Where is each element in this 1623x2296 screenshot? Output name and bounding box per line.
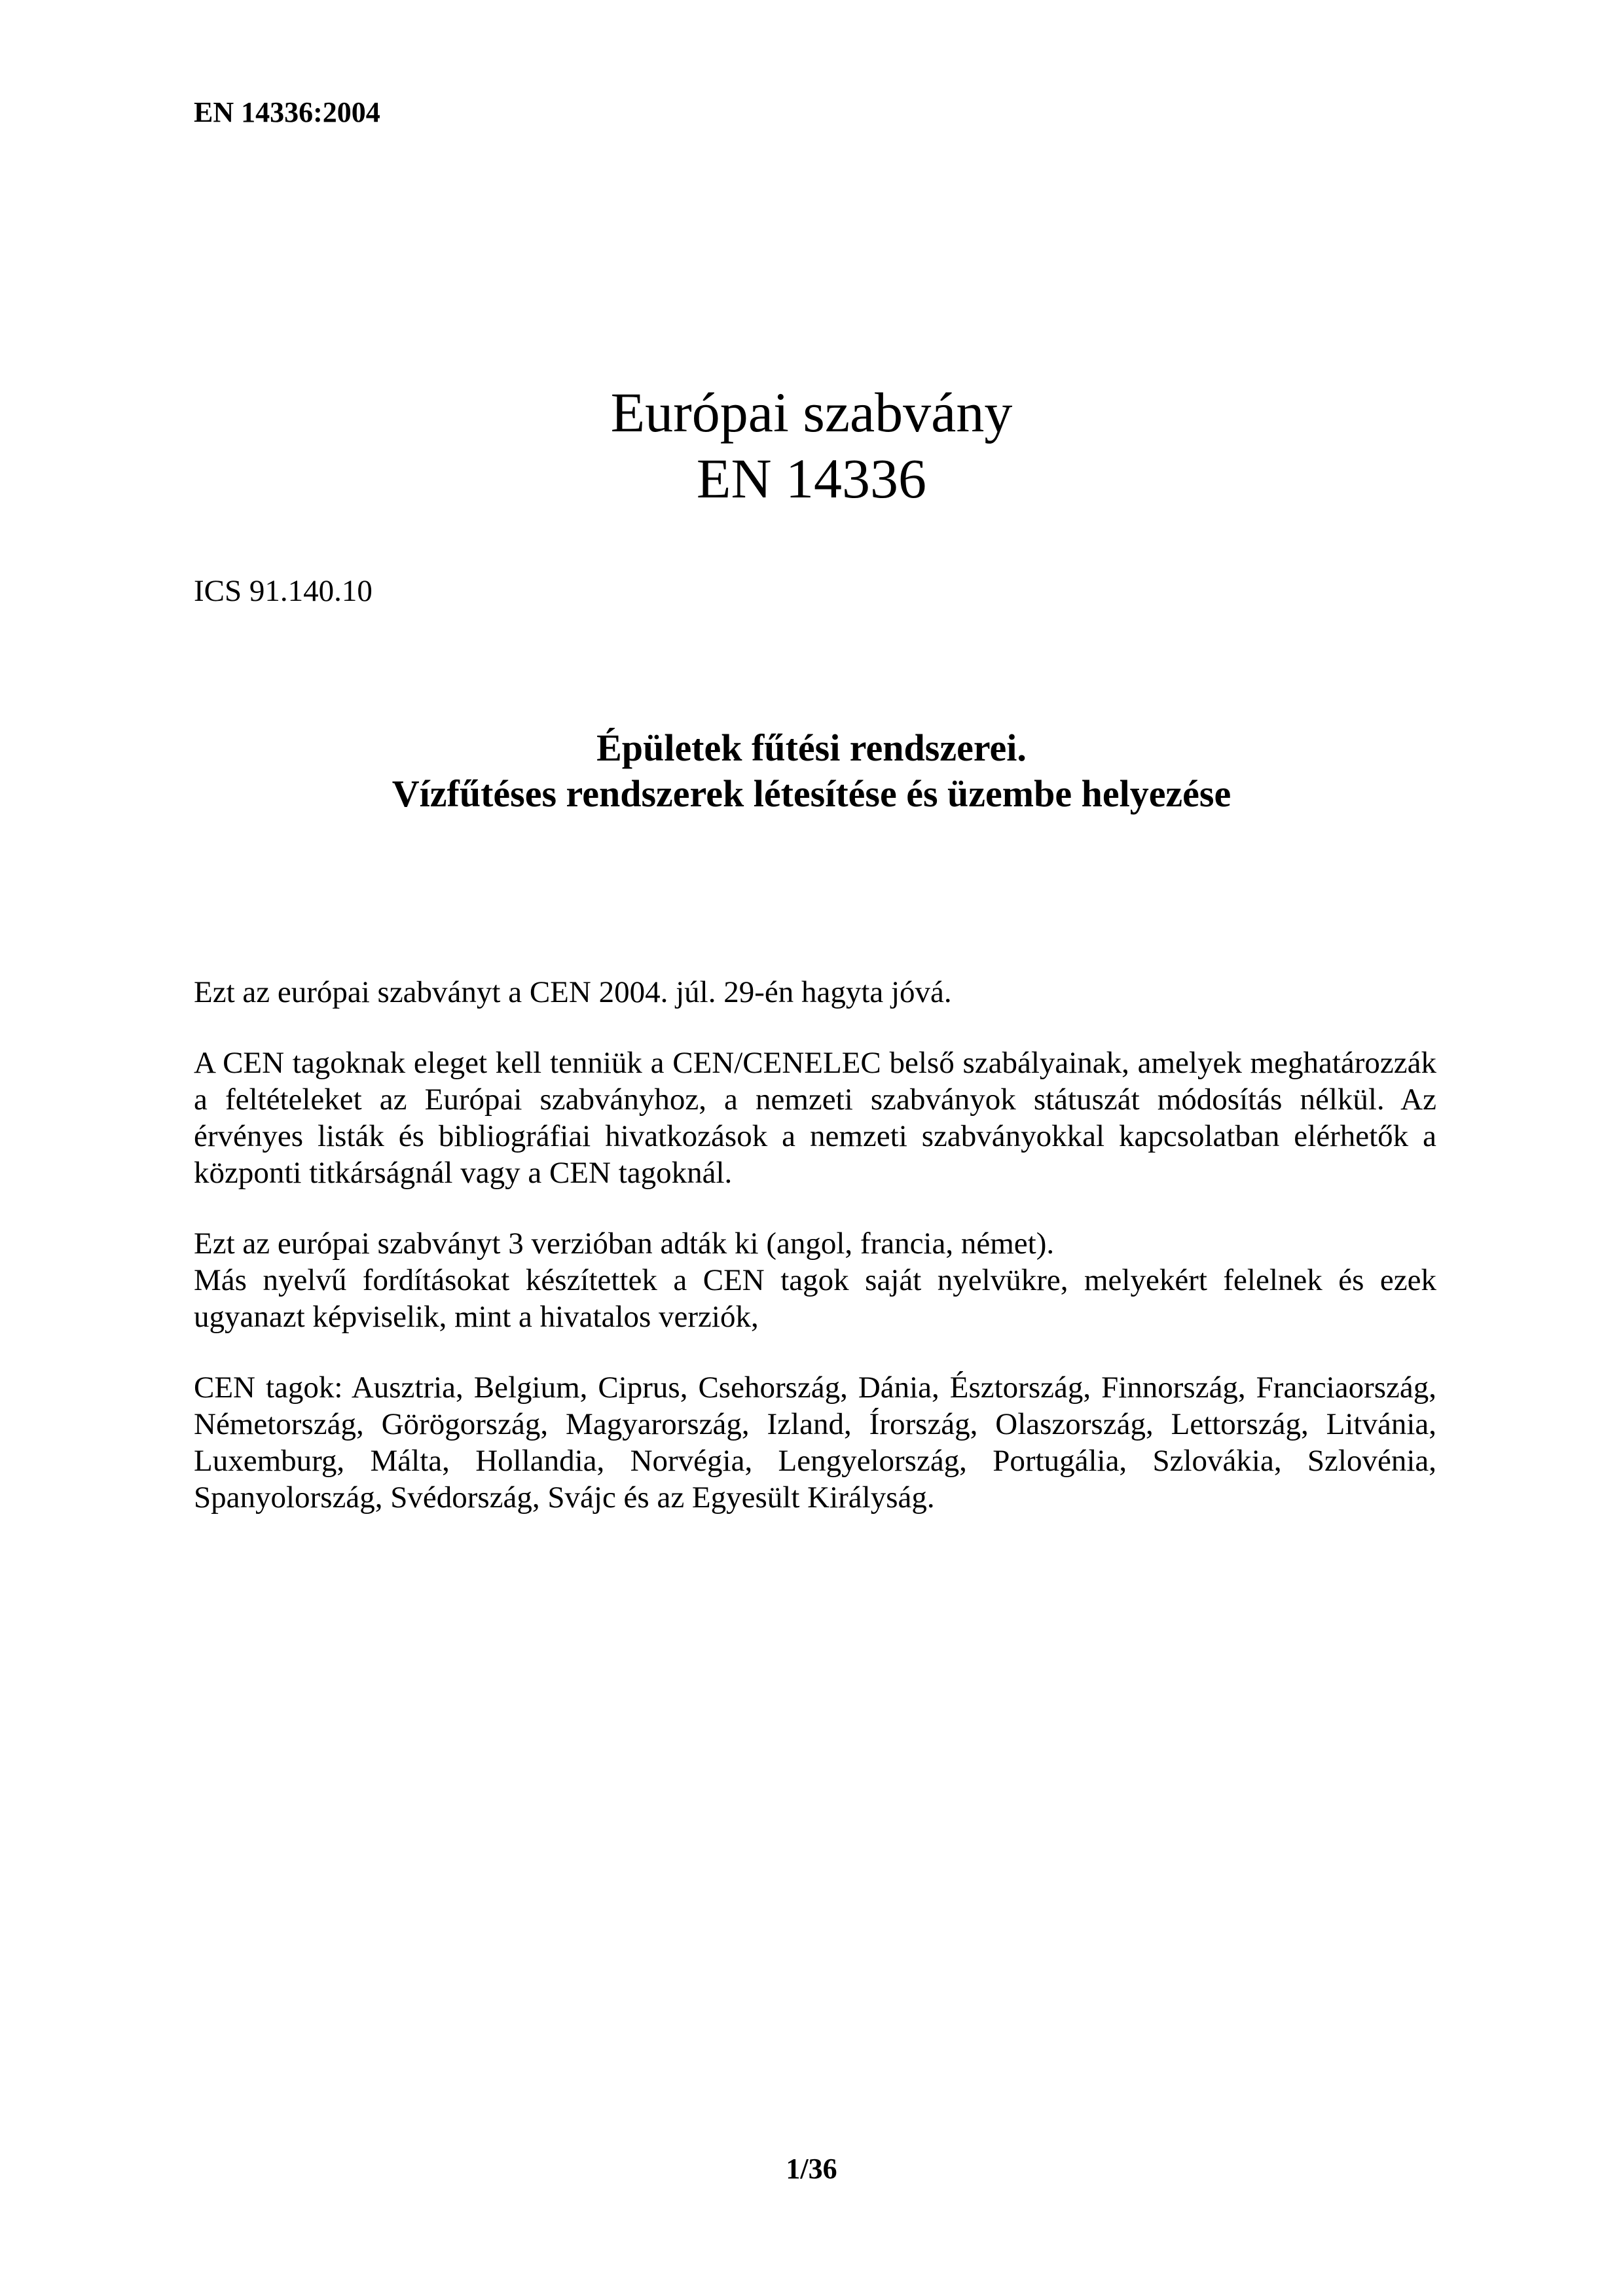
standard-code-header: EN 14336:2004 xyxy=(194,96,380,128)
title-line-1: Európai szabvány xyxy=(610,381,1013,444)
translations-paragraph: Más nyelvű fordításokat készítettek a CEN tagok saját nyelvükre, melyekért felelnek és ezek ugyanazt képviselik, mint a hivatalos verziók, xyxy=(194,1263,1436,1334)
page-number: 1/36 xyxy=(786,2153,837,2185)
subject-line-2: Vízfűtéses rendszerek létesítése és üzembe helyezése xyxy=(392,772,1231,815)
document-body xyxy=(194,974,1436,1516)
document-subject xyxy=(0,725,1623,816)
title-line-2: EN 14336 xyxy=(696,447,927,511)
approval-paragraph: Ezt az európai szabványt a CEN 2004. júl. 29-én hagyta jóvá. xyxy=(194,975,952,1009)
members-obligation-paragraph: A CEN tagoknak eleget kell tenniük a CEN/CENELEC belső szabályainak, amelyek meghatározzák a feltételeket az Európai szabványhoz, a nemzeti szabványok státuszát módosítás nélkül. Az érvényes listák és bibliográfiai hivatkozások a nemzeti szabványokkal kapcsolatban elérhetők a központi titkárságnál vagy a CEN tagoknál. xyxy=(194,1046,1436,1190)
versions-paragraph: Ezt az európai szabványt 3 verzióban adták ki (angol, francia, német). xyxy=(194,1227,1055,1261)
document-title xyxy=(0,380,1623,512)
ics-code: ICS 91.140.10 xyxy=(194,574,373,608)
members-list-paragraph: CEN tagok: Ausztria, Belgium, Ciprus, Csehország, Dánia, Észtország, Finnország, Franciaország, Németország, Görögország, Magyarország, Izland, Írország, Olaszország, Lettország, Litvánia, Luxemburg, Málta, Hollandia, Norvégia, Lengyelország, Portugália, Szlovákia, Szlovénia, Spanyolország, Svédország, Svájc és az Egyesült Királyság. xyxy=(194,1371,1436,1515)
subject-line-1: Épületek fűtési rendszerei. xyxy=(596,726,1027,769)
